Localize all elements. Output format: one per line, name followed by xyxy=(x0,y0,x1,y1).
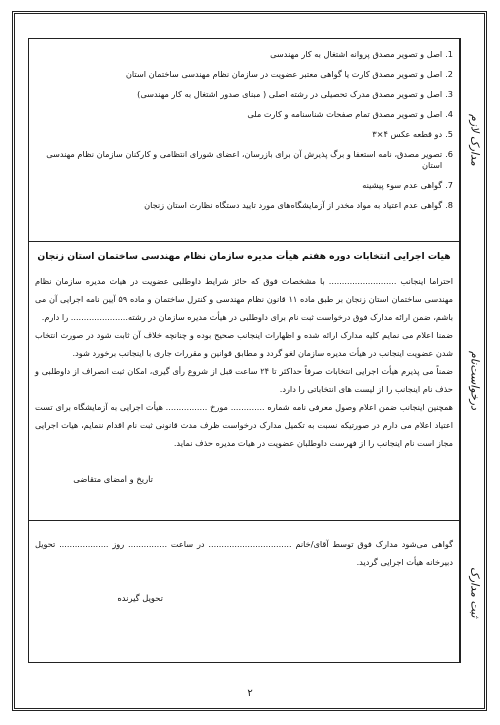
form-frame xyxy=(28,38,482,663)
list-item: 8. گواهی عدم اعتیاد به مواد مخدر از آزمایشگاه‌های مورد تایید دستگاه نظارت استان زنجان xyxy=(144,200,453,210)
applicant-signature-label: تاریخ و امضای متقاضی xyxy=(73,474,153,484)
request-paragraph-3: ضمناً می پذیرم هیأت اجرایی انتخابات صرفاً حداکثر تا ۲۴ ساعت قبل از شروع رأی گیری، امکان ثبت انصراف از داوطلبی و حذف نام اینجانب را از لیست های انتخاباتی را دارد. xyxy=(35,366,453,394)
section-divider-2 xyxy=(29,520,460,521)
required-docs-section xyxy=(35,49,453,220)
list-item: 3. اصل و تصویر مصدق مدرک تحصیلی در رشته اصلی ( مبنای صدور اشتغال به کار مهندسی) xyxy=(137,89,453,99)
required-docs-list xyxy=(35,49,453,211)
list-item: 2. اصل و تصویر مصدق کارت یا گواهی معتبر عضویت در سازمان نظام مهندسی ساختمان استان xyxy=(125,69,453,79)
required-docs-side-label: مدارک لازم xyxy=(468,114,482,166)
list-item: 6. تصویر مصدق، نامه استعفا و برگ پذیرش آن برای بازرسان، اعضای شورای انتظامی و کارکنان سازمان نظام مهندسی استان xyxy=(46,149,453,170)
side-column-divider xyxy=(459,39,460,662)
request-paragraph-2: ضمنا اعلام می نمایم کلیه مدارک ارائه شده و اظهارات اینجانب صحیح بوده و چنانچه خلاف آن ثابت شود در صورت انتخاب شدن عضویت اینجانب در هیأت مدیره سازمان لغو گردد و مطابق قوانین و مقررات جاری با اینجانب برخورد شود. xyxy=(35,330,453,358)
request-side-label: درخواست‌نام xyxy=(468,351,482,410)
request-title: هیات اجرایی انتخابات دوره هفتم هیأت مدیره سازمان نظام مهندسی ساختمان استان زنجان xyxy=(37,251,451,262)
request-paragraph-1: احتراما اینجانب .......................... با مشخصات فوق که حائز شرایط داوطلبی عضویت در هیات مدیره سازمان نظام مهندسی ساختمان استان زنجان بر طبق ماده ۱۱ قانون نظام مهندسی و کنترل ساختمان و ماده ۵۹ آیین نامه اجرایی آن می باشم، ضمن ارائه مدارک فوق درخواست ثبت نام برای داوطلبی در هیأت مدیره سازمان در رشته...................... را دارم. xyxy=(35,276,454,322)
request-section xyxy=(35,251,453,484)
registration-side-label: ثبت مدارک xyxy=(468,566,482,618)
receiver-signature-label: تحویل گیرنده xyxy=(117,593,163,603)
list-item: 5. دو قطعه عکس ۴×۳ xyxy=(372,129,453,139)
list-item: 1. اصل و تصویر مصدق پروانه اشتغال به کار مهندسی xyxy=(270,49,453,59)
request-paragraph-4: همچنین اینجانب ضمن اعلام وصول معرفی نامه شماره ............. مورخ ................ هیأت اجرایی به آزمایشگاه برای تست اعتیاد اعلام می دارم در صورتیکه نسبت به تکمیل مدارک درخواست ظرف مدت قانونی ثبت نام اقدام ننمایم، هیات اجرایی مجاز است نام اینجانب را از فهرست داوطلبان عضویت در هیات مدیره حذف نماید. xyxy=(35,402,453,448)
page-number: ۲ xyxy=(247,688,253,699)
list-item: 7. گواهی عدم سوء پیشینه xyxy=(362,180,453,190)
registration-section xyxy=(35,535,453,603)
list-item: 4. اصل و تصویر مصدق تمام صفحات شناسنامه و کارت ملی xyxy=(247,109,453,119)
section-divider-1 xyxy=(29,241,460,242)
receipt-text: گواهی می‌شود مدارک فوق توسط آقای/خانم ................................ در ساعت ............... روز ................... تحویل دبیرخانه هیأت اجرایی گردید. xyxy=(35,539,453,567)
